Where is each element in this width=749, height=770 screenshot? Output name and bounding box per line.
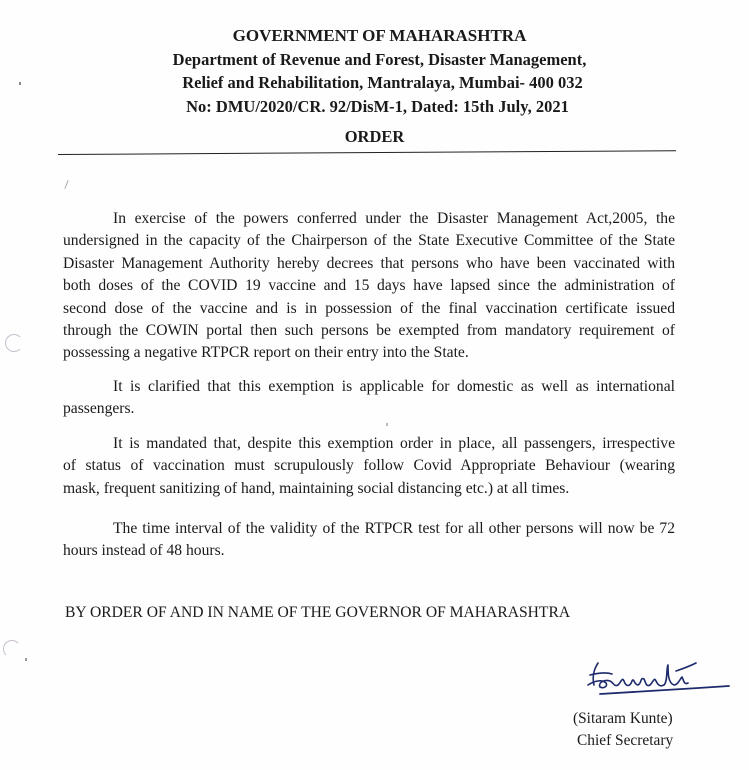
reference-number: No: DMU/2020/CR. 92/DisM-1, Dated: 15th July, 2021 [186,97,569,116]
scan-speck [386,423,388,426]
paragraph-covid-behaviour [63,433,675,500]
paragraph-line: possessing a negative RTPCR report on their entry into the State. [63,344,469,362]
paragraph-line: The time interval of the validity of the RTPCR test for all other persons will now be 72 [113,520,675,537]
scan-speck [19,82,21,85]
signatory-name: (Sitaram Kunte) [573,710,673,727]
punch-hole-icon [3,640,21,658]
paragraph-line: It is mandated that, despite this exemption order in place, all passengers, irrespective [113,435,675,452]
paragraph-rtpcr-validity [63,518,675,563]
signatory-title: Chief Secretary [577,732,674,749]
paragraph-line: It is clarified that this exemption is applicable for domestic as well as international [113,378,675,395]
paragraph-line: of status of vaccination must scrupulously follow Covid Appropriate Behaviour (wearing [63,457,675,475]
paragraph-line: through the COWIN portal then such persons be exempted from mandatory requirement of [63,322,675,340]
paragraph-line: undersigned in the capacity of the Chairperson of the State Executive Committee of the State [63,232,675,250]
paragraph-line: second dose of the vaccine and is in possession of the final vaccination certificate issued [63,299,675,317]
paragraph-clarification [63,376,675,421]
government-title: GOVERNMENT OF MAHARASHTRA [232,26,527,45]
paragraph-line: hours instead of 48 hours. [63,542,225,560]
header-divider [58,150,676,155]
paragraph-line: In exercise of the powers conferred under the Disaster Management Act,2005, the [113,210,675,227]
department-line-2: Relief and Rehabilitation, Mantralaya, Mumbai- 400 032 [182,73,583,92]
paragraph-line: Disaster Management Authority hereby decrees that persons who have been vaccinated with [63,254,675,272]
scan-speck [25,658,27,661]
signature-icon [584,655,734,700]
paragraph-line: passengers. [63,400,135,418]
scan-mark [64,180,68,189]
paragraph-line: mask, frequent sanitizing of hand, maintaining social distancing etc.) at all times. [63,479,570,497]
punch-hole-icon [5,334,23,352]
authority-statement: BY ORDER OF AND IN NAME OF THE GOVERNOR OF MAHARASHTRA [65,604,571,621]
department-line-1: Department of Revenue and Forest, Disaster Management, [172,50,587,69]
paragraph-line: both doses of the COVID 19 vaccine and 15 days have lapsed since the administration of [63,277,675,295]
order-heading: ORDER [344,127,405,146]
paragraph-exemption [63,208,675,365]
